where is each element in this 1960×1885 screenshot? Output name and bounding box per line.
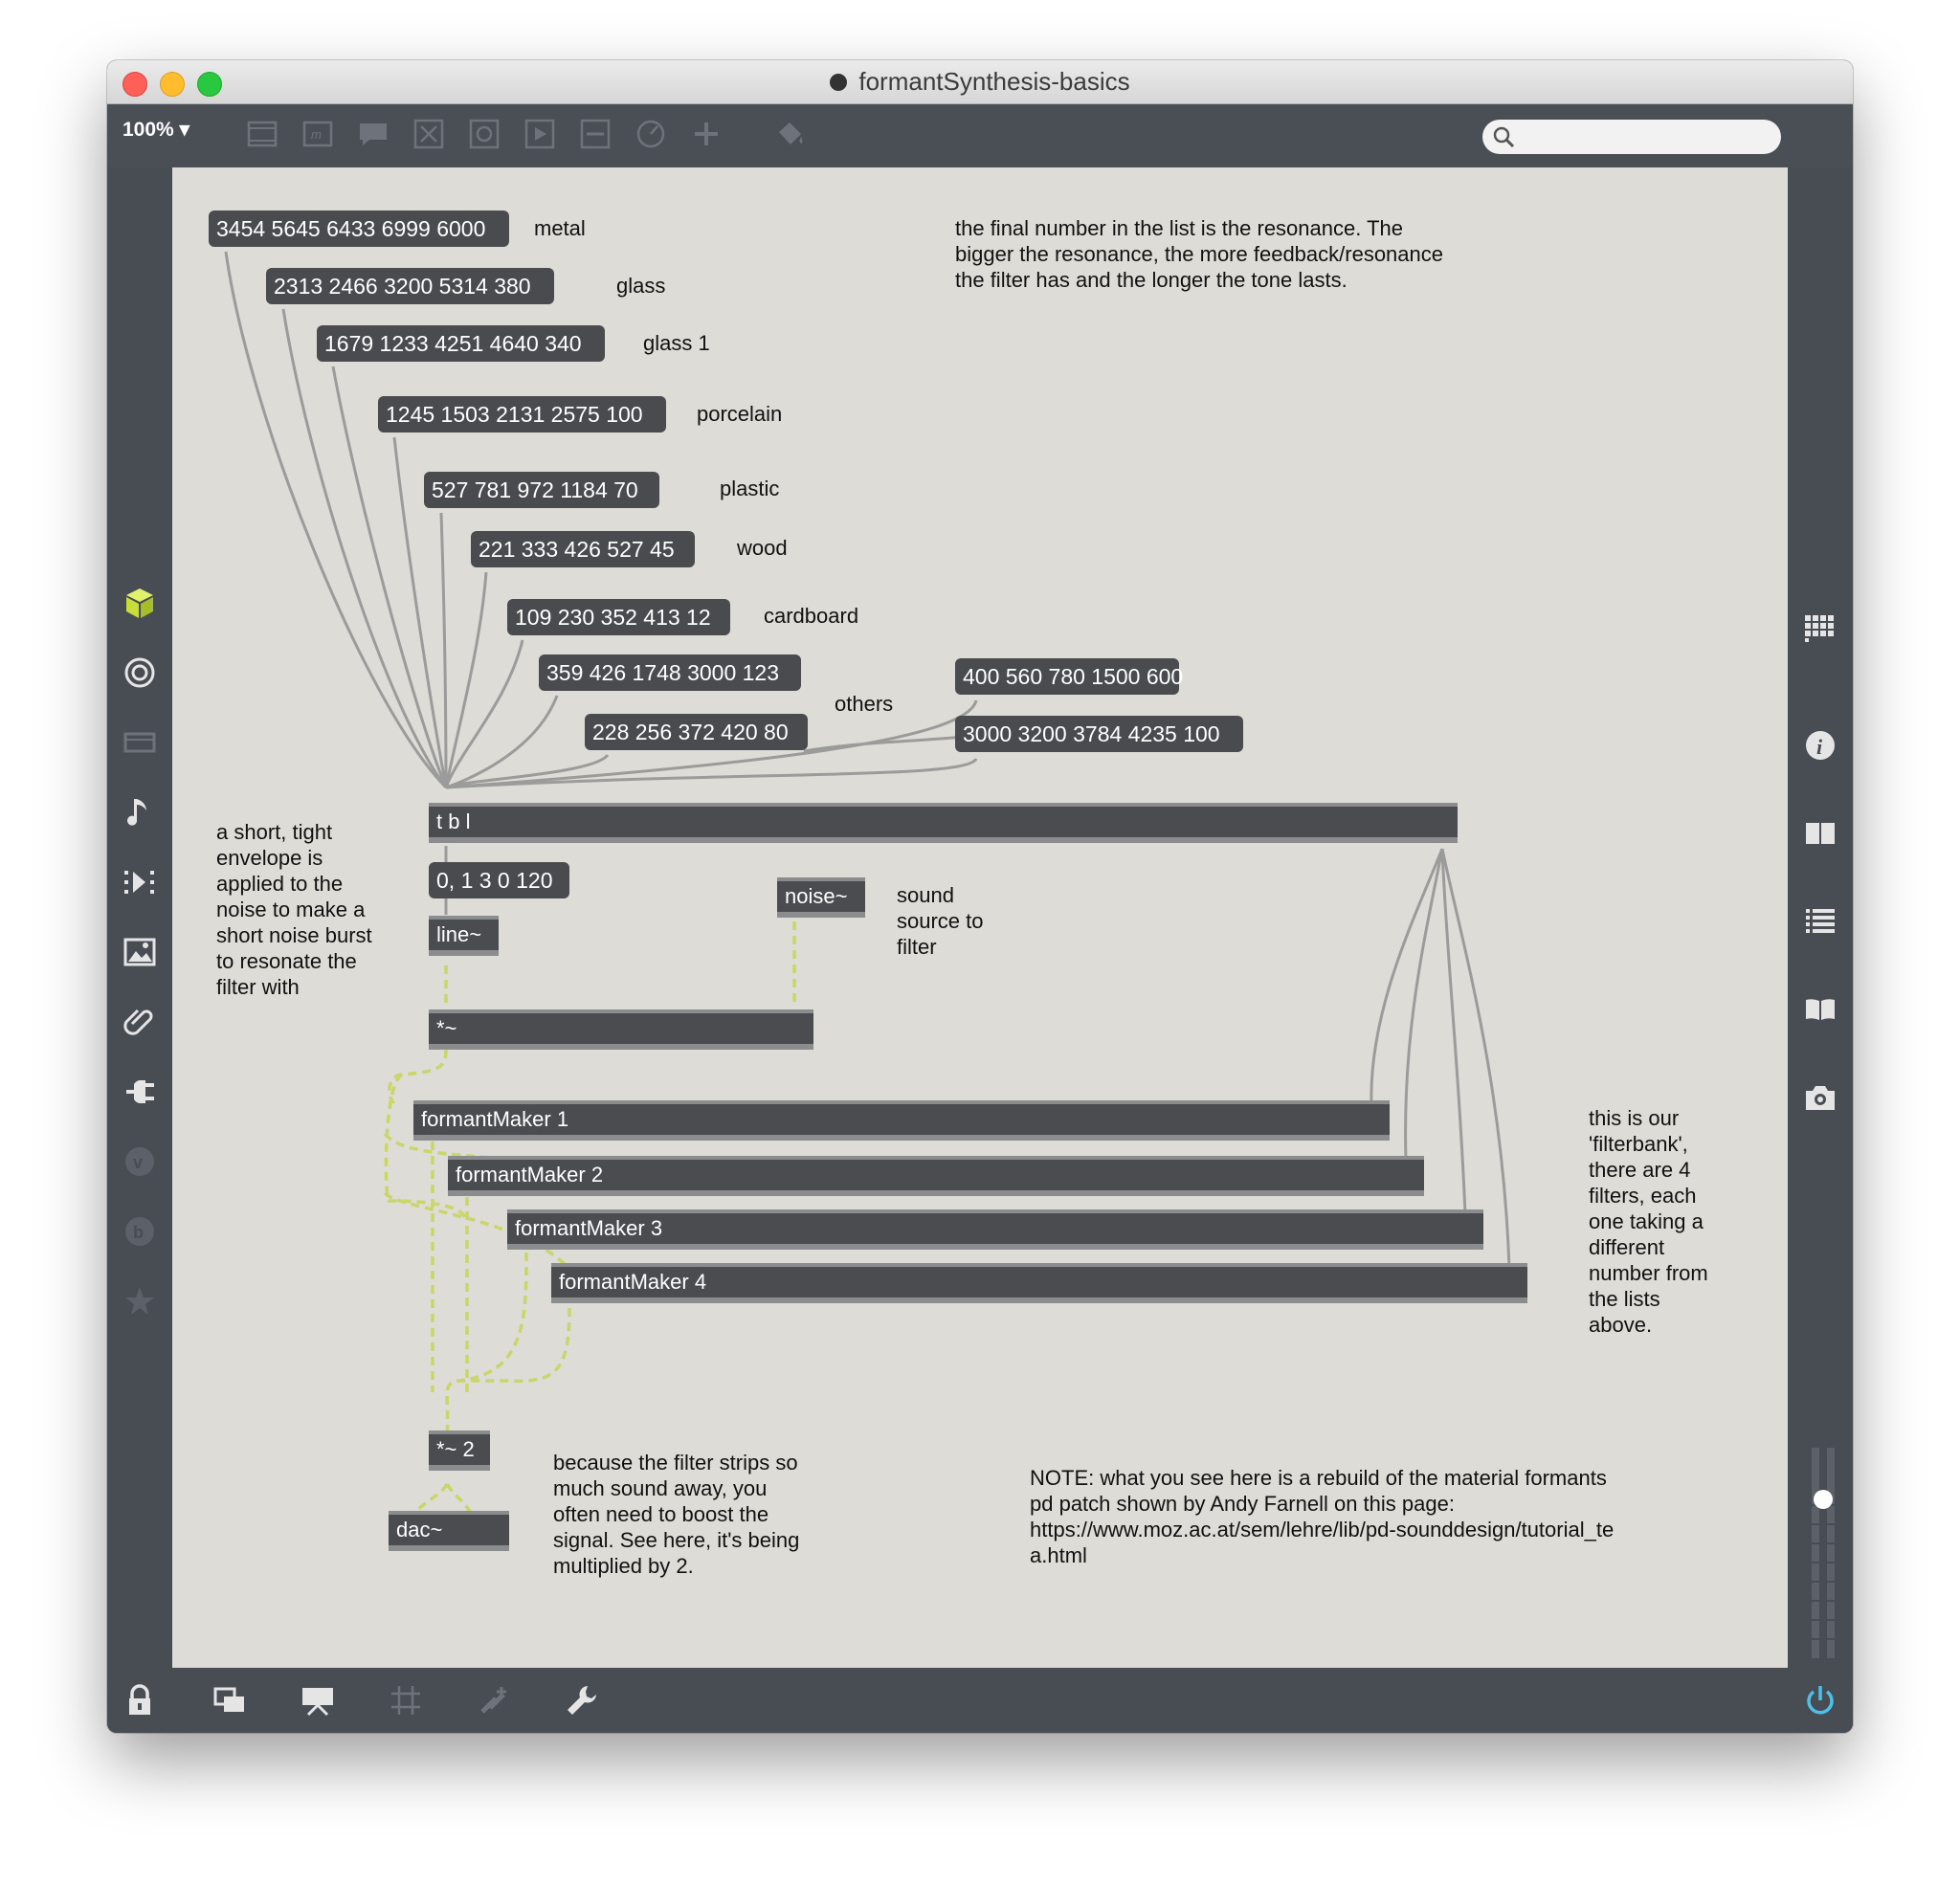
plug-icon[interactable] bbox=[122, 1075, 157, 1109]
comment-glass: glass bbox=[616, 274, 666, 298]
document-icon bbox=[830, 74, 847, 91]
comment-envelope: a short, tight envelope is applied to the noise to make a short noise burst to resonate the filter with bbox=[216, 820, 372, 999]
volume-knob[interactable] bbox=[1814, 1490, 1833, 1509]
info-icon[interactable] bbox=[1803, 728, 1838, 763]
msg-metal[interactable]: 3454 5645 6433 6999 6000 bbox=[209, 211, 509, 247]
msg-envelope[interactable]: 0, 1 3 0 120 bbox=[429, 862, 569, 898]
window-title: formantSynthesis-basics bbox=[858, 67, 1130, 96]
msg-plastic[interactable]: 527 781 972 1184 70 bbox=[424, 472, 659, 508]
comment-boost: because the filter strips so much sound away, you often need to boost the signal. See here, it's being multiplied by 2. bbox=[553, 1451, 800, 1578]
msg-other-2[interactable]: 228 256 372 420 80 bbox=[585, 714, 808, 750]
comment-note: NOTE: what you see here is a rebuild of the material formants pd patch shown by Andy Farnell on this page: https://www.moz.ac.at/sem/lehre/lib/pd-sounddesign/tutorial_te a.html bbox=[1030, 1466, 1615, 1567]
grid-icon[interactable] bbox=[1803, 611, 1838, 646]
msg-wood[interactable]: 221 333 426 527 45 bbox=[471, 531, 695, 567]
svg-text:m: m bbox=[311, 127, 322, 142]
list-icon[interactable] bbox=[1803, 904, 1838, 939]
grid-snap-icon[interactable] bbox=[389, 1683, 423, 1718]
wrench-icon[interactable] bbox=[565, 1683, 599, 1718]
search-field[interactable] bbox=[1482, 120, 1781, 154]
dial-icon[interactable] bbox=[635, 118, 667, 150]
obj-formantmaker-1[interactable]: formantMaker 1 bbox=[413, 1100, 1390, 1141]
comment-others: others bbox=[835, 692, 894, 716]
camera-icon[interactable] bbox=[1803, 1080, 1838, 1115]
windows-icon[interactable] bbox=[212, 1683, 247, 1718]
lock-icon[interactable] bbox=[122, 1683, 157, 1718]
search-icon bbox=[1492, 125, 1515, 148]
msg-porcelain[interactable]: 1245 1503 2131 2575 100 bbox=[378, 396, 666, 432]
title-wrap bbox=[107, 60, 1853, 103]
patch-cord-icon[interactable] bbox=[477, 1683, 511, 1718]
presentation-mode-icon[interactable] bbox=[301, 1683, 335, 1718]
volume-slider[interactable] bbox=[1806, 1448, 1840, 1658]
music-note-icon[interactable] bbox=[122, 795, 157, 830]
play-icon[interactable] bbox=[523, 118, 556, 150]
add-icon[interactable] bbox=[690, 118, 723, 150]
comment-porcelain: porcelain bbox=[697, 402, 783, 426]
obj-formantmaker-3[interactable]: formantMaker 3 bbox=[507, 1209, 1483, 1250]
svg-text:b: b bbox=[133, 1223, 144, 1242]
obj-multiply-2[interactable]: *~ 2 bbox=[429, 1430, 490, 1471]
presentation-icon[interactable] bbox=[122, 725, 157, 760]
obj-multiply[interactable]: *~ bbox=[429, 1009, 813, 1050]
comment-wood: wood bbox=[737, 536, 788, 560]
package-cube-icon[interactable] bbox=[122, 586, 157, 620]
comment-filterbank: this is our 'filterbank', there are 4 filters, each one taking a different number from the lists above. bbox=[1589, 1106, 1708, 1337]
comment-noise: sound source to filter bbox=[897, 883, 984, 959]
image-icon[interactable] bbox=[122, 935, 157, 969]
patcher-window bbox=[107, 60, 1853, 1733]
obj-noise[interactable]: noise~ bbox=[777, 877, 865, 918]
zoom-menu[interactable]: 100% ▾ bbox=[122, 119, 190, 141]
bandcamp-icon[interactable] bbox=[122, 1214, 157, 1249]
comment-resonance: the final number in the list is the resonance. The bigger the resonance, the more feedback/resonance the filter has and the longer the tone lasts. bbox=[955, 216, 1443, 292]
comment-glass1: glass 1 bbox=[643, 331, 710, 355]
paperclip-icon[interactable] bbox=[122, 1005, 157, 1039]
obj-line[interactable]: line~ bbox=[429, 916, 499, 956]
bottom-toolbar bbox=[107, 1668, 1853, 1733]
right-sidebar bbox=[1788, 167, 1853, 1668]
comment-icon[interactable] bbox=[357, 118, 390, 150]
msg-other-3[interactable]: 400 560 780 1500 600 bbox=[955, 658, 1179, 695]
patcher-canvas[interactable] bbox=[172, 167, 1788, 1668]
target-icon[interactable] bbox=[122, 655, 157, 690]
button-icon[interactable] bbox=[468, 118, 501, 150]
obj-formantmaker-2[interactable]: formantMaker 2 bbox=[448, 1156, 1424, 1196]
power-icon[interactable] bbox=[1803, 1683, 1838, 1718]
msg-other-4[interactable]: 3000 3200 3784 4235 100 bbox=[955, 716, 1243, 752]
title-bar bbox=[107, 60, 1853, 104]
comment-metal: metal bbox=[534, 216, 586, 240]
msg-glass[interactable]: 2313 2466 3200 5314 380 bbox=[266, 268, 554, 304]
msg-cardboard[interactable]: 109 230 352 413 12 bbox=[507, 599, 730, 635]
msg-glass1[interactable]: 1679 1233 4251 4640 340 bbox=[317, 325, 605, 362]
message-box-icon[interactable] bbox=[301, 118, 334, 150]
obj-formantmaker-4[interactable]: formantMaker 4 bbox=[551, 1263, 1527, 1303]
toggle-icon[interactable] bbox=[412, 118, 445, 150]
comment-cardboard: cardboard bbox=[764, 604, 859, 628]
step-icon[interactable] bbox=[122, 865, 157, 899]
slider-icon[interactable] bbox=[579, 118, 612, 150]
patcher-toolbar bbox=[107, 104, 1853, 167]
obj-dac[interactable]: dac~ bbox=[389, 1511, 509, 1551]
msg-other-1[interactable]: 359 426 1748 3000 123 bbox=[539, 654, 801, 691]
columns-icon[interactable] bbox=[1803, 816, 1838, 851]
vimeo-icon[interactable] bbox=[122, 1144, 157, 1179]
comment-plastic: plastic bbox=[720, 477, 780, 500]
obj-trigger[interactable]: t b l bbox=[429, 803, 1458, 843]
object-box-icon[interactable] bbox=[246, 118, 278, 150]
svg-text:i: i bbox=[1816, 735, 1823, 759]
left-sidebar bbox=[107, 167, 172, 1668]
svg-text:v: v bbox=[133, 1153, 144, 1172]
star-icon[interactable] bbox=[122, 1284, 157, 1319]
book-icon[interactable] bbox=[1803, 992, 1838, 1027]
search-input[interactable] bbox=[1523, 123, 1773, 150]
paint-bucket-icon[interactable] bbox=[774, 118, 807, 150]
